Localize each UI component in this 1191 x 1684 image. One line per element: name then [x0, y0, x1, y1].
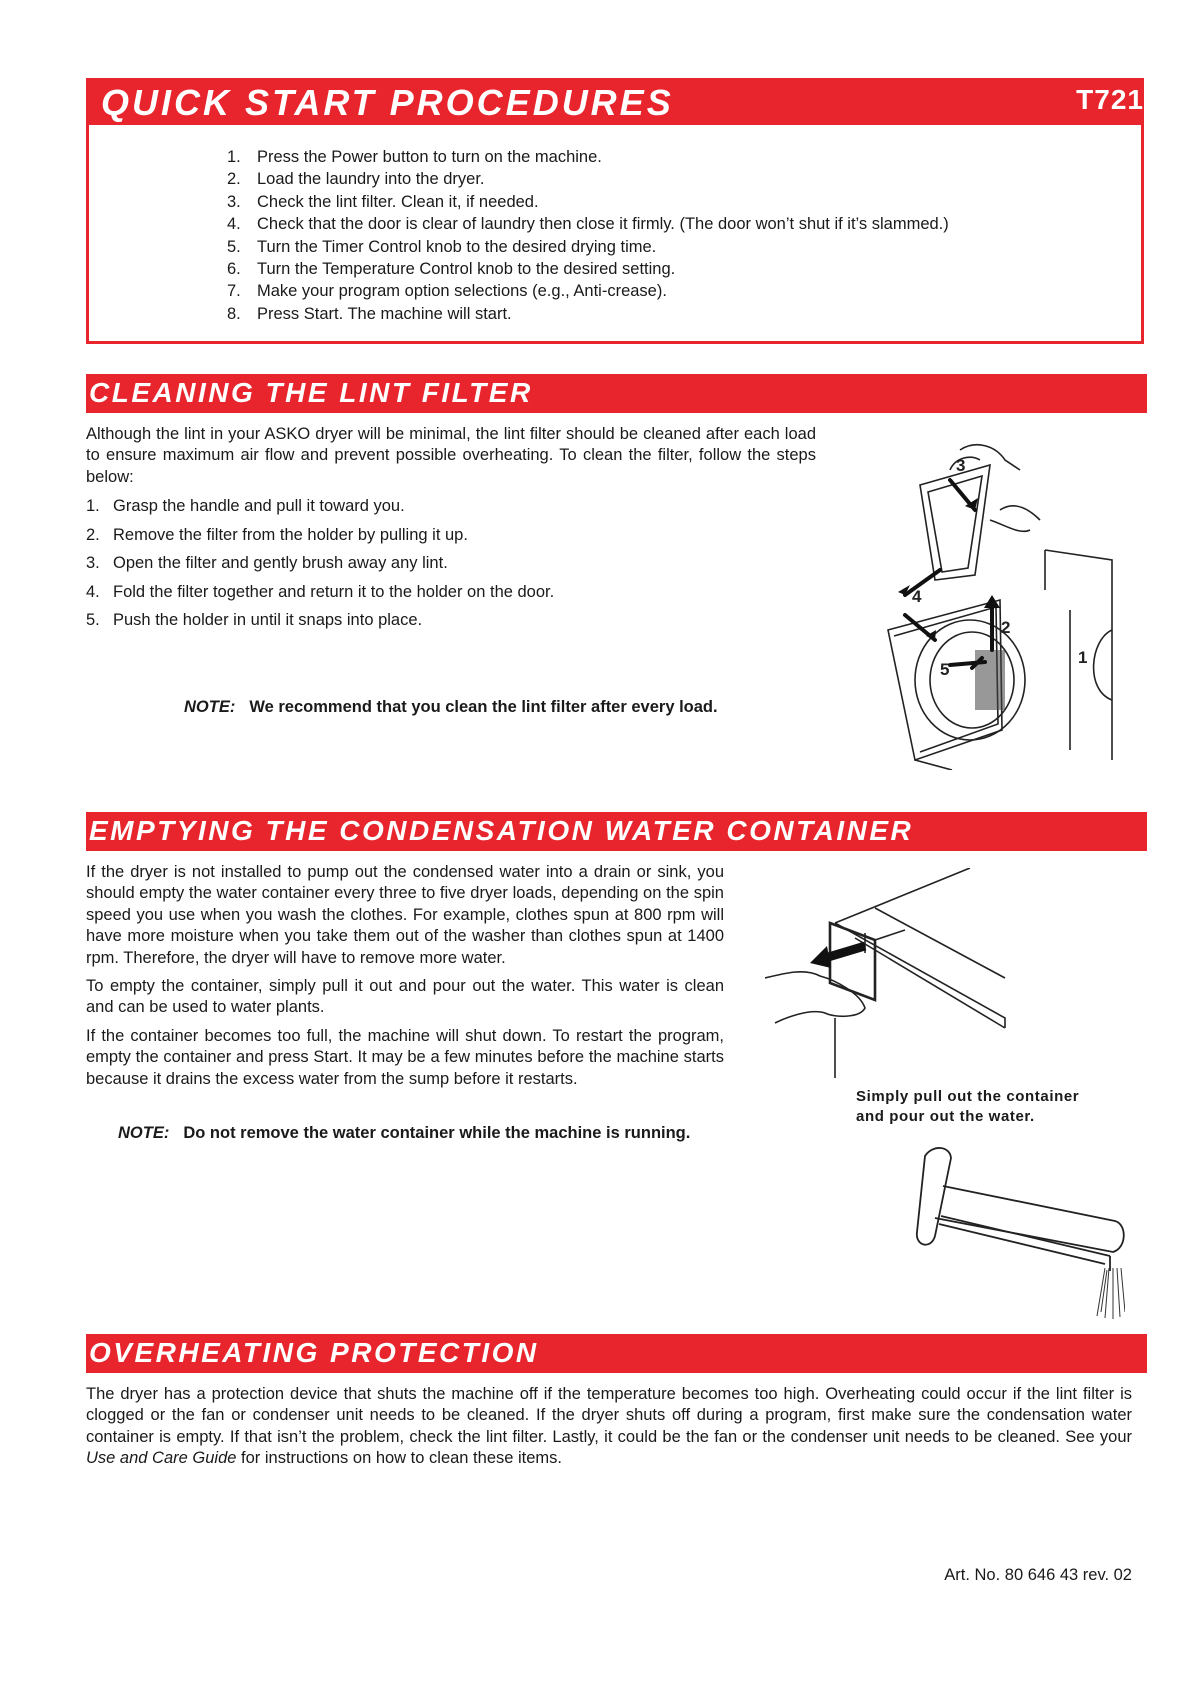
article-number: Art. No. 80 646 43 rev. 02: [944, 1566, 1132, 1584]
note-text: Do not remove the water container while the machine is running.: [183, 1124, 691, 1142]
list-item: [222, 303, 949, 325]
lint-filter-title: CLEANING THE LINT FILTER: [89, 377, 533, 408]
lint-filter-intro: Although the lint in your ASKO dryer will be minimal, the lint filter should be cleaned after each load to ensure maximum air flow and prevent possible overheating. To clean the filter, follow the steps below:: [86, 425, 816, 486]
note-text: We recommend that you clean the lint filter after every load.: [249, 698, 718, 716]
overheating-body-end: for instructions on how to clean these items.: [241, 1449, 563, 1468]
list-item: [86, 497, 786, 526]
overheating-text: [86, 1384, 1132, 1470]
step-text: Remove the filter from the holder by pulling it up.: [113, 525, 468, 544]
list-item: [222, 213, 949, 235]
step-number: 1.: [86, 497, 100, 515]
water-container-title: EMPTYING THE CONDENSATION WATER CONTAINER: [89, 815, 914, 846]
step-number: 4.: [86, 582, 100, 601]
step-text: Load the laundry into the dryer.: [257, 170, 485, 189]
figure-label-5: 5: [940, 660, 950, 679]
step-text: Open the filter and gently brush away any lint.: [113, 554, 448, 572]
step-number: 4.: [227, 215, 241, 234]
step-text: Turn the Timer Control knob to the desired drying time.: [257, 237, 657, 256]
list-item: [86, 554, 786, 583]
pull-container-illustration: [765, 868, 1015, 1078]
list-item: [86, 583, 786, 612]
step-text: Press the Power button to turn on the machine.: [257, 148, 602, 166]
step-number: 2.: [86, 525, 100, 544]
lint-filter-steps: [86, 497, 786, 640]
list-item: [222, 168, 949, 190]
use-and-care-guide-reference: Use and Care Guide: [86, 1449, 237, 1468]
quick-start-title: QUICK START PROCEDURES: [101, 82, 674, 123]
figure-label-2: 2: [1001, 618, 1011, 637]
step-text: Push the holder in until it snaps into place.: [113, 611, 423, 629]
note-label: NOTE:: [118, 1124, 170, 1142]
model-number: T721: [1076, 84, 1144, 115]
note-label: NOTE:: [184, 698, 236, 716]
list-item: [222, 191, 949, 213]
step-number: 7.: [227, 282, 241, 301]
water-container-paragraph-1: If the dryer is not installed to pump out the condensed water into a drain or sink, you should empty the water container every three to five dryer loads, depending on the spin speed you use when you wash the clothes. For example, clothes spun at 800 rpm will have more moisture when you take them out of the washer than clothes spun at 1400 rpm. Therefore, the dryer will have to remove more water.: [86, 863, 724, 967]
step-number: 8.: [227, 304, 241, 323]
list-item: [86, 611, 786, 640]
overheating-title: OVERHEATING PROTECTION: [89, 1337, 539, 1368]
pour-water-illustration: [905, 1136, 1125, 1321]
list-item: [222, 280, 949, 302]
list-item: [222, 236, 949, 258]
caption-line-1: Simply pull out the container: [856, 1088, 1080, 1105]
figure-label-1: 1: [1078, 648, 1088, 667]
step-text: Grasp the handle and pull it toward you.: [113, 497, 405, 515]
overheating-body: The dryer has a protection device that shuts the machine off if the temperature becomes too high. Overheating could occur if the lint filter is clogged or the fan or condenser unit needs to be cleaned. If the dryer shuts off during a program, first make sure the condensation water container is empty. If that isn’t the problem, check the lint filter. Lastly, it could be the fan or the condenser unit needs to be cleaned. See your: [86, 1385, 1132, 1446]
step-text: Turn the Temperature Control knob to the desired setting.: [257, 260, 676, 279]
step-text: Check that the door is clear of laundry then close it firmly. (The door won’t shut if it’s slammed.): [257, 215, 949, 234]
step-number: 5.: [227, 237, 241, 256]
lint-filter-note: [184, 698, 718, 717]
water-container-paragraph-2: To empty the container, simply pull it out and pour out the water. This water is clean and can be used to water plants.: [86, 977, 724, 1017]
water-container-paragraph-3: If the container becomes too full, the machine will shut down. To restart the program, empty the container and press Start. It may be a few minutes before the machine starts because it drains the excess water from the sump before it restarts.: [86, 1027, 724, 1088]
caption-line-2: and pour out the water.: [856, 1108, 1035, 1125]
quick-start-list: [222, 146, 949, 325]
step-number: 3.: [227, 192, 241, 211]
step-number: 5.: [86, 611, 100, 629]
figure-label-4: 4: [912, 587, 922, 606]
list-item: [222, 258, 949, 280]
step-text: Press Start. The machine will start.: [257, 304, 512, 323]
step-number: 6.: [227, 260, 241, 279]
water-container-note: [118, 1124, 690, 1143]
step-number: 3.: [86, 554, 100, 572]
list-item: [222, 146, 949, 168]
figure-label-3: 3: [956, 456, 966, 475]
step-number: 2.: [227, 170, 241, 189]
step-text: Check the lint filter. Clean it, if needed.: [257, 192, 539, 211]
lint-filter-illustration: [880, 440, 1115, 770]
list-item: [86, 526, 786, 555]
step-text: Make your program option selections (e.g., Anti-crease).: [257, 282, 667, 301]
step-number: 1.: [227, 148, 241, 166]
water-container-caption: [856, 1087, 1079, 1127]
step-text: Fold the filter together and return it to the holder on the door.: [113, 582, 555, 601]
